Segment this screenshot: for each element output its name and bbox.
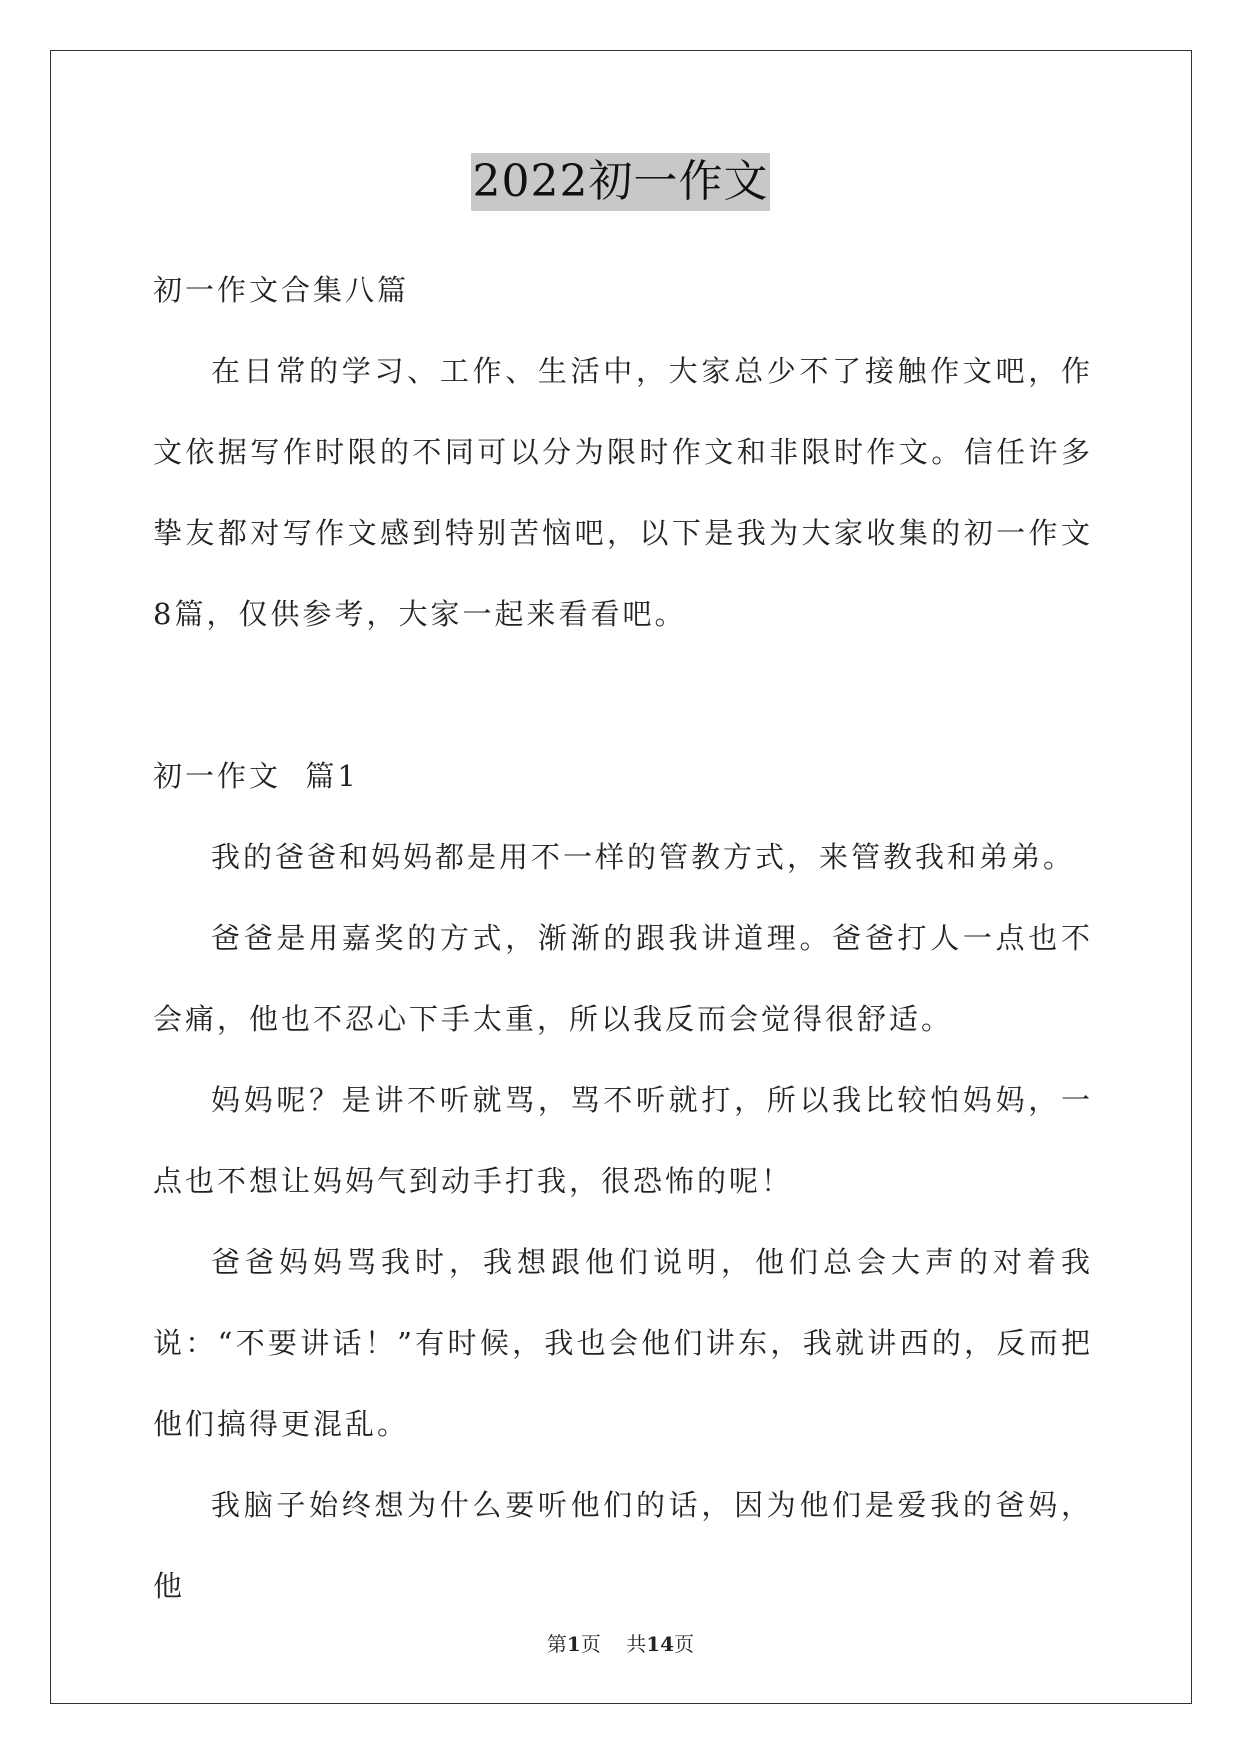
total-pages: 14 bbox=[646, 1632, 675, 1656]
total-suffix: 页 bbox=[674, 1632, 695, 1656]
page-footer bbox=[0, 1628, 1241, 1657]
body-paragraph: 妈妈呢？是讲不听就骂，骂不听就打，所以我比较怕妈妈，一点也不想让妈妈气到动手打我，很恐怖的呢！ bbox=[153, 1083, 1093, 1198]
body-paragraph: 爸爸妈妈骂我时，我想跟他们说明，他们总会大声的对着我说：“不要讲话！”有时候，我也会他们讲东，我就讲西的，反而把他们搞得更混乱。 bbox=[153, 1245, 1093, 1441]
page-prefix: 第 bbox=[546, 1632, 567, 1656]
collection-subtitle: 初一作文合集八篇 bbox=[153, 273, 410, 307]
document-title: 2022初一作文 bbox=[471, 153, 771, 211]
total-prefix: 共 bbox=[626, 1632, 647, 1656]
spacer bbox=[153, 655, 1093, 736]
section-heading: 初一作文 篇1 bbox=[153, 759, 359, 793]
body-paragraph: 我脑子始终想为什么要听他们的话，因为他们是爱我的爸妈，他 bbox=[153, 1488, 1093, 1603]
document-body bbox=[153, 250, 1093, 1627]
body-paragraph: 爸爸是用嘉奖的方式，渐渐的跟我讲道理。爸爸打人一点也不会痛，他也不忍心下手太重，所以我反而会觉得很舒适。 bbox=[153, 921, 1093, 1036]
intro-paragraph: 在日常的学习、工作、生活中，大家总少不了接触作文吧，作文依据写作时限的不同可以分为限时作文和非限时作文。信任许多挚友都对写作文感到特别苦恼吧，以下是我为大家收集的初一作文8篇，仅供参考，大家一起来看看吧。 bbox=[153, 354, 1093, 631]
title-container bbox=[0, 153, 1241, 211]
page-number: 1 bbox=[566, 1632, 581, 1656]
page-suffix: 页 bbox=[580, 1632, 601, 1656]
body-paragraph: 我的爸爸和妈妈都是用不一样的管教方式，来管教我和弟弟。 bbox=[211, 840, 1076, 874]
